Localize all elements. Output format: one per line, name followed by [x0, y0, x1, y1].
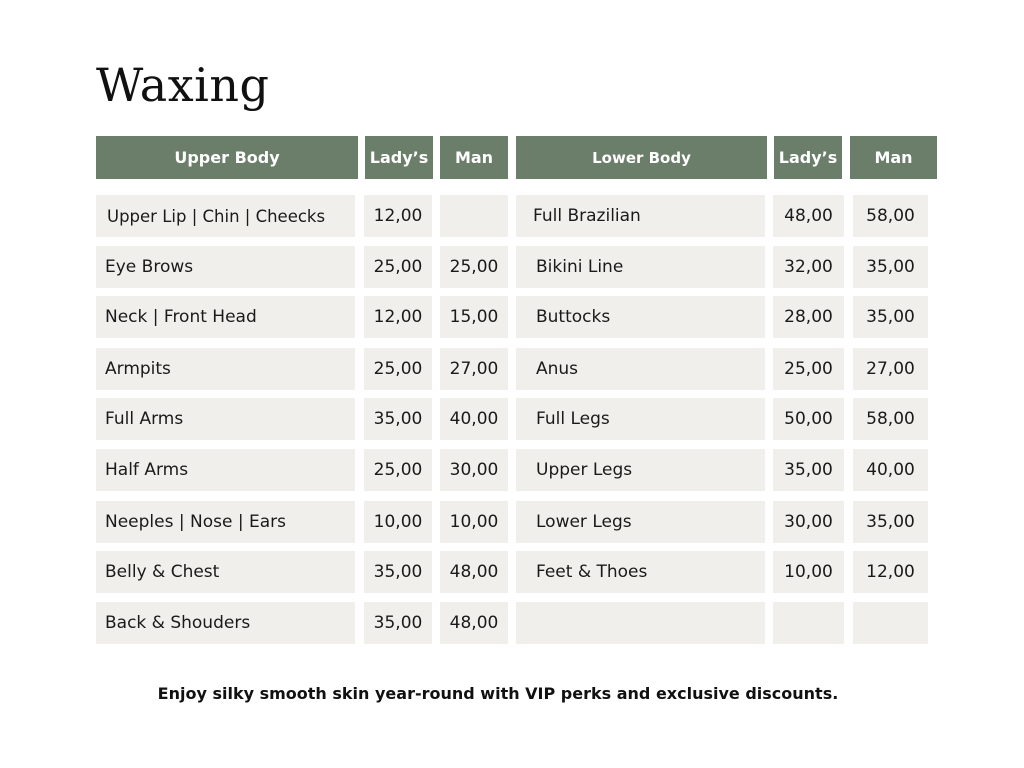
lower-man-price: 35,00 [853, 246, 928, 288]
lower-service-cell [516, 602, 765, 644]
lower-service-cell: Feet & Thoes [516, 551, 765, 593]
header-upper-lady: Lady’s [365, 136, 433, 179]
upper-service-cell: Armpits [96, 348, 355, 390]
lower-man-price: 12,00 [853, 551, 928, 593]
lower-lady-price: 10,00 [773, 551, 844, 593]
lower-lady-price: 30,00 [773, 501, 844, 543]
lower-lady-price: 32,00 [773, 246, 844, 288]
lower-man-price: 27,00 [853, 348, 928, 390]
upper-man-price [440, 195, 508, 237]
page-title: Waxing [96, 58, 270, 112]
lower-service-cell: Anus [516, 348, 765, 390]
upper-service-cell: Upper Lip | Chin | Cheecks [96, 195, 355, 237]
upper-man-price: 27,00 [440, 348, 508, 390]
upper-lady-price: 25,00 [364, 246, 432, 288]
upper-man-price: 10,00 [440, 501, 508, 543]
upper-service-cell: Back & Shouders [96, 602, 355, 644]
lower-man-price: 40,00 [853, 449, 928, 491]
upper-service-cell: Eye Brows [96, 246, 355, 288]
lower-man-price [853, 602, 928, 644]
upper-man-price: 15,00 [440, 296, 508, 338]
upper-man-price: 48,00 [440, 551, 508, 593]
upper-service-cell: Half Arms [96, 449, 355, 491]
upper-lady-price: 35,00 [364, 551, 432, 593]
upper-lady-price: 35,00 [364, 602, 432, 644]
upper-man-price: 40,00 [440, 398, 508, 440]
upper-man-price: 48,00 [440, 602, 508, 644]
lower-service-cell: Full Legs [516, 398, 765, 440]
lower-lady-price: 25,00 [773, 348, 844, 390]
lower-service-cell: Upper Legs [516, 449, 765, 491]
lower-service-cell: Full Brazilian [516, 195, 765, 237]
lower-man-price: 35,00 [853, 501, 928, 543]
lower-service-cell: Buttocks [516, 296, 765, 338]
lower-lady-price [773, 602, 844, 644]
footer-tagline: Enjoy silky smooth skin year-round with VIP perks and exclusive discounts. [157, 684, 839, 703]
upper-service-cell: Belly & Chest [96, 551, 355, 593]
lower-lady-price: 48,00 [773, 195, 844, 237]
lower-lady-price: 50,00 [773, 398, 844, 440]
header-lower-body: Lower Body [516, 136, 767, 179]
lower-man-price: 58,00 [853, 195, 928, 237]
upper-lady-price: 35,00 [364, 398, 432, 440]
header-lower-lady: Lady’s [774, 136, 842, 179]
upper-lady-price: 10,00 [364, 501, 432, 543]
upper-lady-price: 25,00 [364, 449, 432, 491]
upper-service-cell: Full Arms [96, 398, 355, 440]
upper-lady-price: 25,00 [364, 348, 432, 390]
upper-man-price: 25,00 [440, 246, 508, 288]
lower-man-price: 58,00 [853, 398, 928, 440]
lower-service-cell: Bikini Line [516, 246, 765, 288]
lower-man-price: 35,00 [853, 296, 928, 338]
lower-lady-price: 28,00 [773, 296, 844, 338]
upper-service-cell: Neck | Front Head [96, 296, 355, 338]
upper-lady-price: 12,00 [364, 296, 432, 338]
header-upper-man: Man [440, 136, 508, 179]
header-upper-body: Upper Body [96, 136, 358, 179]
lower-lady-price: 35,00 [773, 449, 844, 491]
upper-man-price: 30,00 [440, 449, 508, 491]
header-lower-man: Man [850, 136, 937, 179]
upper-lady-price: 12,00 [364, 195, 432, 237]
lower-service-cell: Lower Legs [516, 501, 765, 543]
upper-service-cell: Neeples | Nose | Ears [96, 501, 355, 543]
